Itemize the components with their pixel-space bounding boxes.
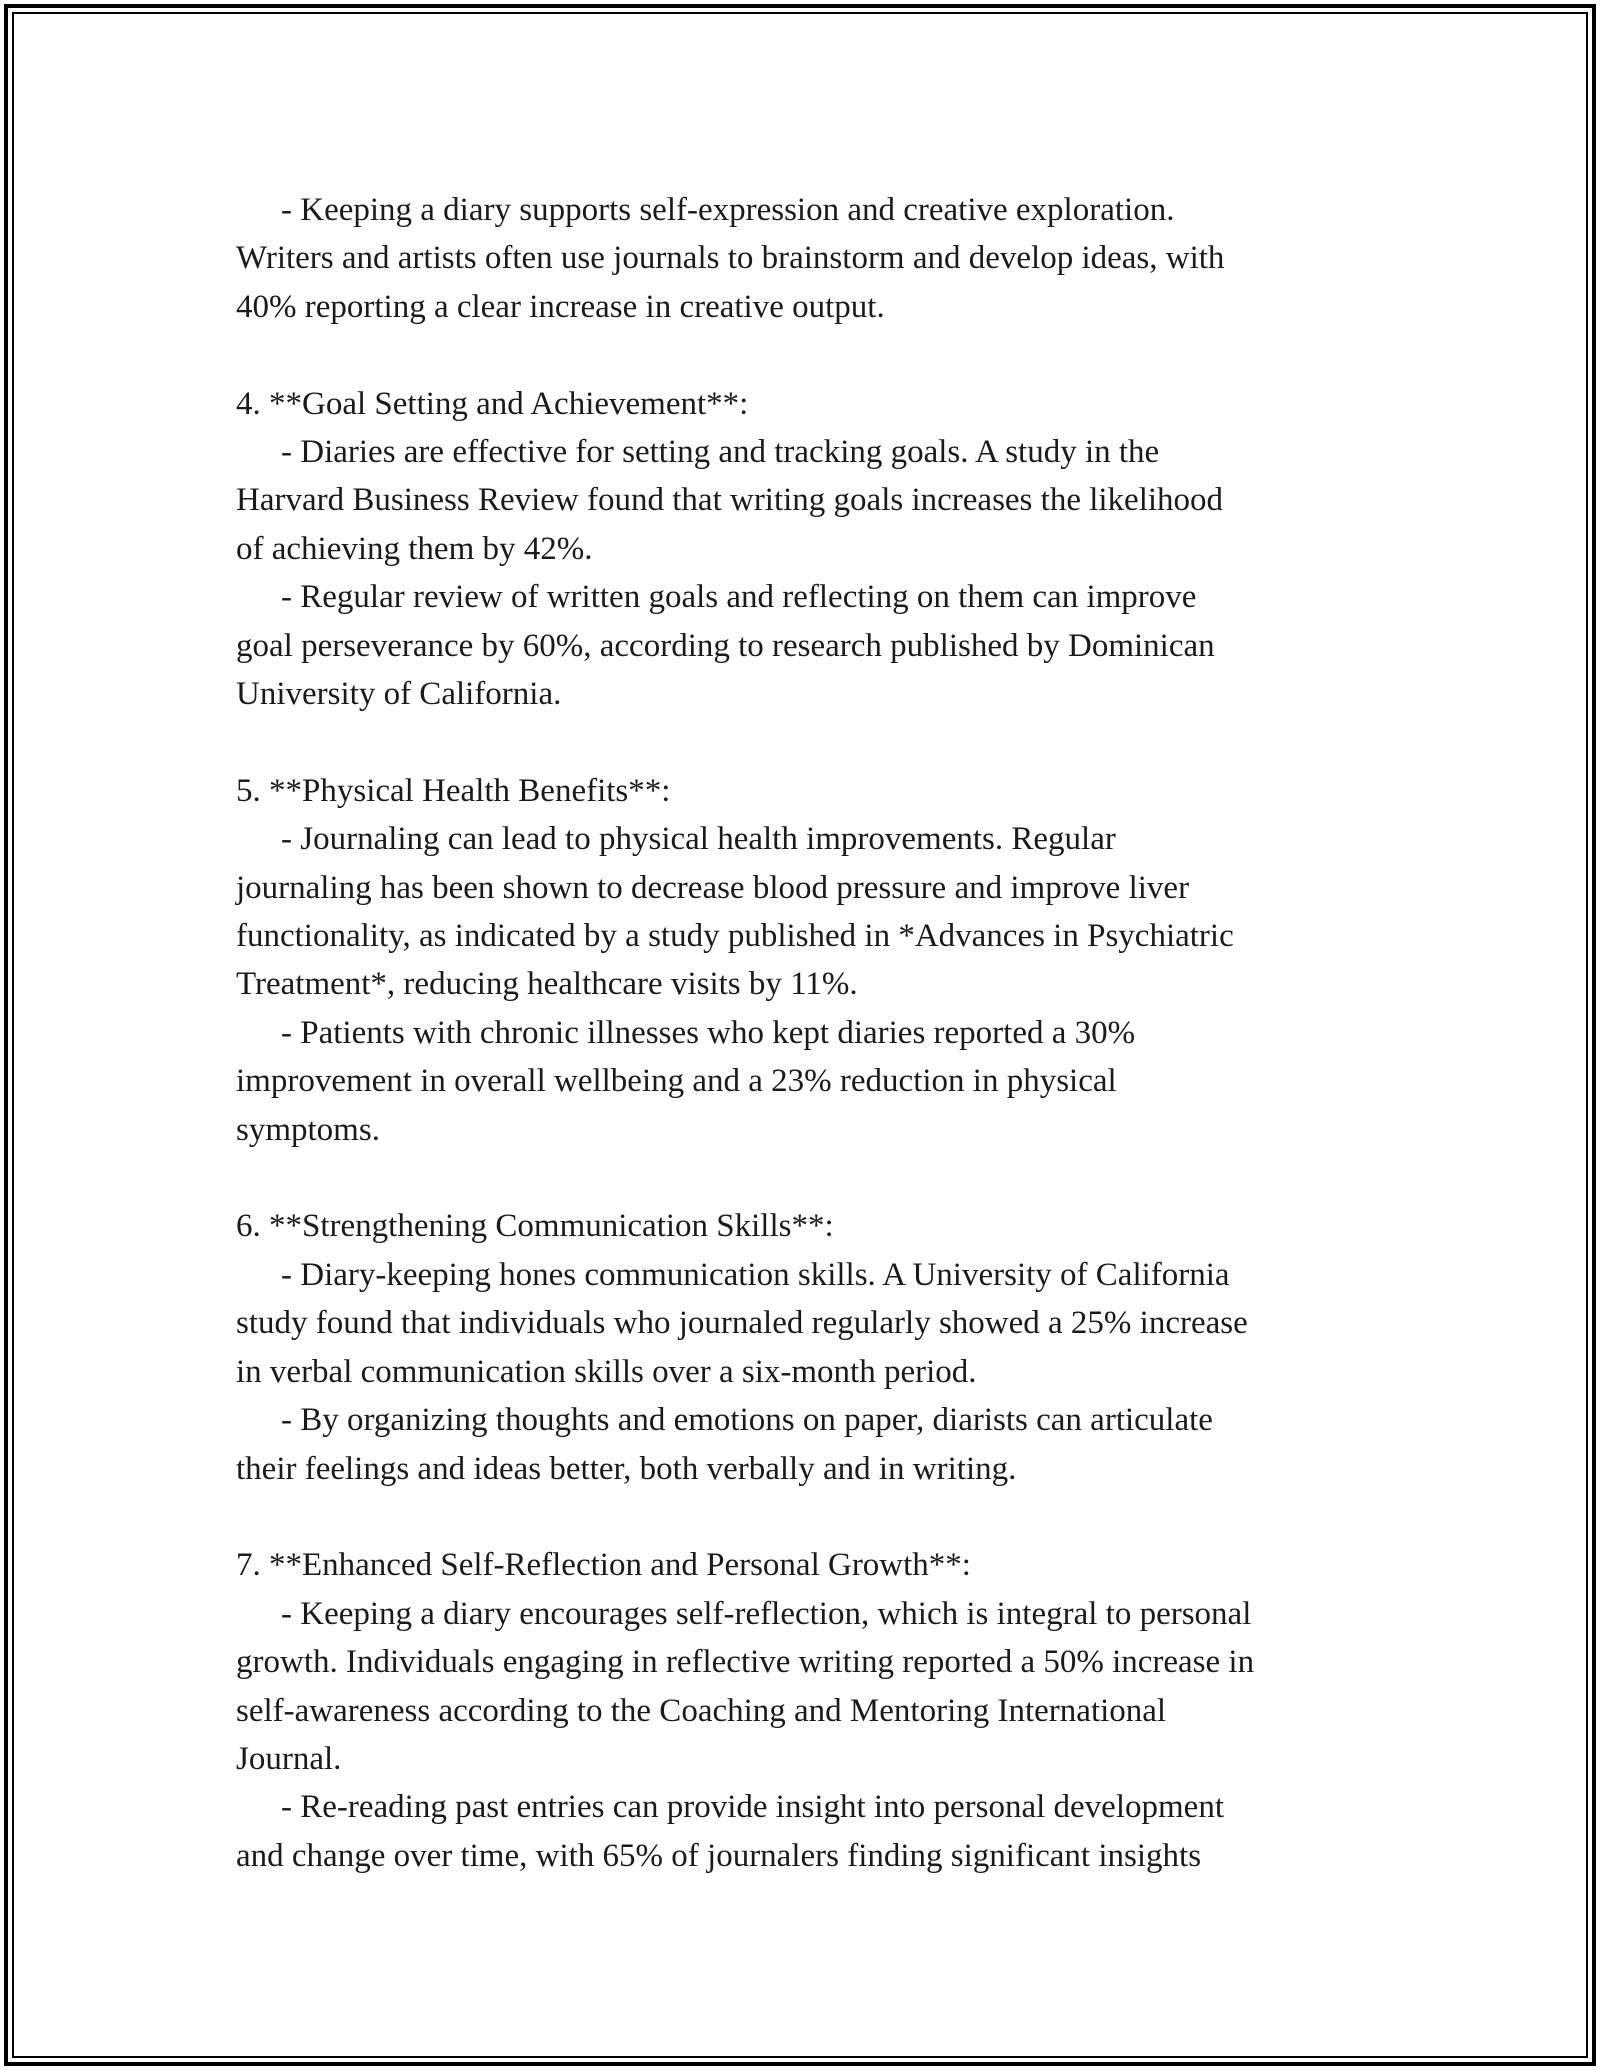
text-line: their feelings and ideas better, both verbally and in writing. [236, 1450, 1017, 1487]
text-line: self-awareness according to the Coaching and Mentoring International [236, 1692, 1167, 1729]
text-line: study found that individuals who journaled regularly showed a 25% increase [236, 1305, 1248, 1342]
text-line: journaling has been shown to decrease blood pressure and improve liver [236, 869, 1190, 906]
text-line: goal perseverance by 60%, according to research published by Dominican [236, 627, 1215, 664]
text-line: functionality, as indicated by a study published in *Advances in Psychiatric [236, 918, 1234, 955]
text-line: - Regular review of written goals and reflecting on them can improve [281, 579, 1197, 616]
text-line: 6. **Strengthening Communication Skills**: [236, 1208, 834, 1245]
text-line: - Diaries are effective for setting and tracking goals. A study in the [281, 434, 1160, 471]
text-line: - Diary-keeping hones communication skills. A University of California [281, 1256, 1230, 1293]
text-line: symptoms. [236, 1111, 380, 1148]
text-line: Treatment*, reducing healthcare visits by 11%. [236, 966, 858, 1003]
text-line: - Keeping a diary supports self-expression and creative exploration. [281, 192, 1175, 228]
text-line: - Patients with chronic illnesses who kept diaries reported a 30% [281, 1014, 1136, 1051]
text-line: improvement in overall wellbeing and a 23% reduction in physical [236, 1063, 1117, 1100]
text-line: - Journaling can lead to physical health improvements. Regular [281, 821, 1116, 858]
text-line: - Re-reading past entries can provide insight into personal development [281, 1789, 1224, 1826]
text-line: of achieving them by 42%. [236, 530, 593, 567]
paragraph-block [236, 1202, 1416, 1492]
text-line: Writers and artists often use journals to brainstorm and develop ideas, with [236, 240, 1225, 277]
paragraph-block [236, 1541, 1416, 1880]
text-line: in verbal communication skills over a six-month period. [236, 1353, 977, 1390]
text-line: 40% reporting a clear increase in creative output. [236, 288, 885, 325]
text-line: and change over time, with 65% of journalers finding significant insights [236, 1837, 1202, 1874]
text-line: 5. **Physical Health Benefits**: [236, 772, 671, 809]
text-line: growth. Individuals engaging in reflective writing reported a 50% increase in [236, 1644, 1255, 1681]
text-line: University of California. [236, 676, 562, 713]
text-line: - By organizing thoughts and emotions on paper, diarists can articulate [281, 1402, 1213, 1439]
paragraph-block [236, 380, 1416, 719]
text-line: 7. **Enhanced Self-Reflection and Personal Growth**: [236, 1547, 971, 1584]
text-line: - Keeping a diary encourages self-reflection, which is integral to personal [281, 1595, 1252, 1632]
text-line: 4. **Goal Setting and Achievement**: [236, 385, 749, 422]
paragraph-block [236, 186, 1416, 331]
text-line: Harvard Business Review found that writing goals increases the likelihood [236, 482, 1224, 519]
document-body [236, 186, 1416, 1929]
paragraph-block [236, 767, 1416, 1154]
text-line: Journal. [236, 1740, 342, 1777]
